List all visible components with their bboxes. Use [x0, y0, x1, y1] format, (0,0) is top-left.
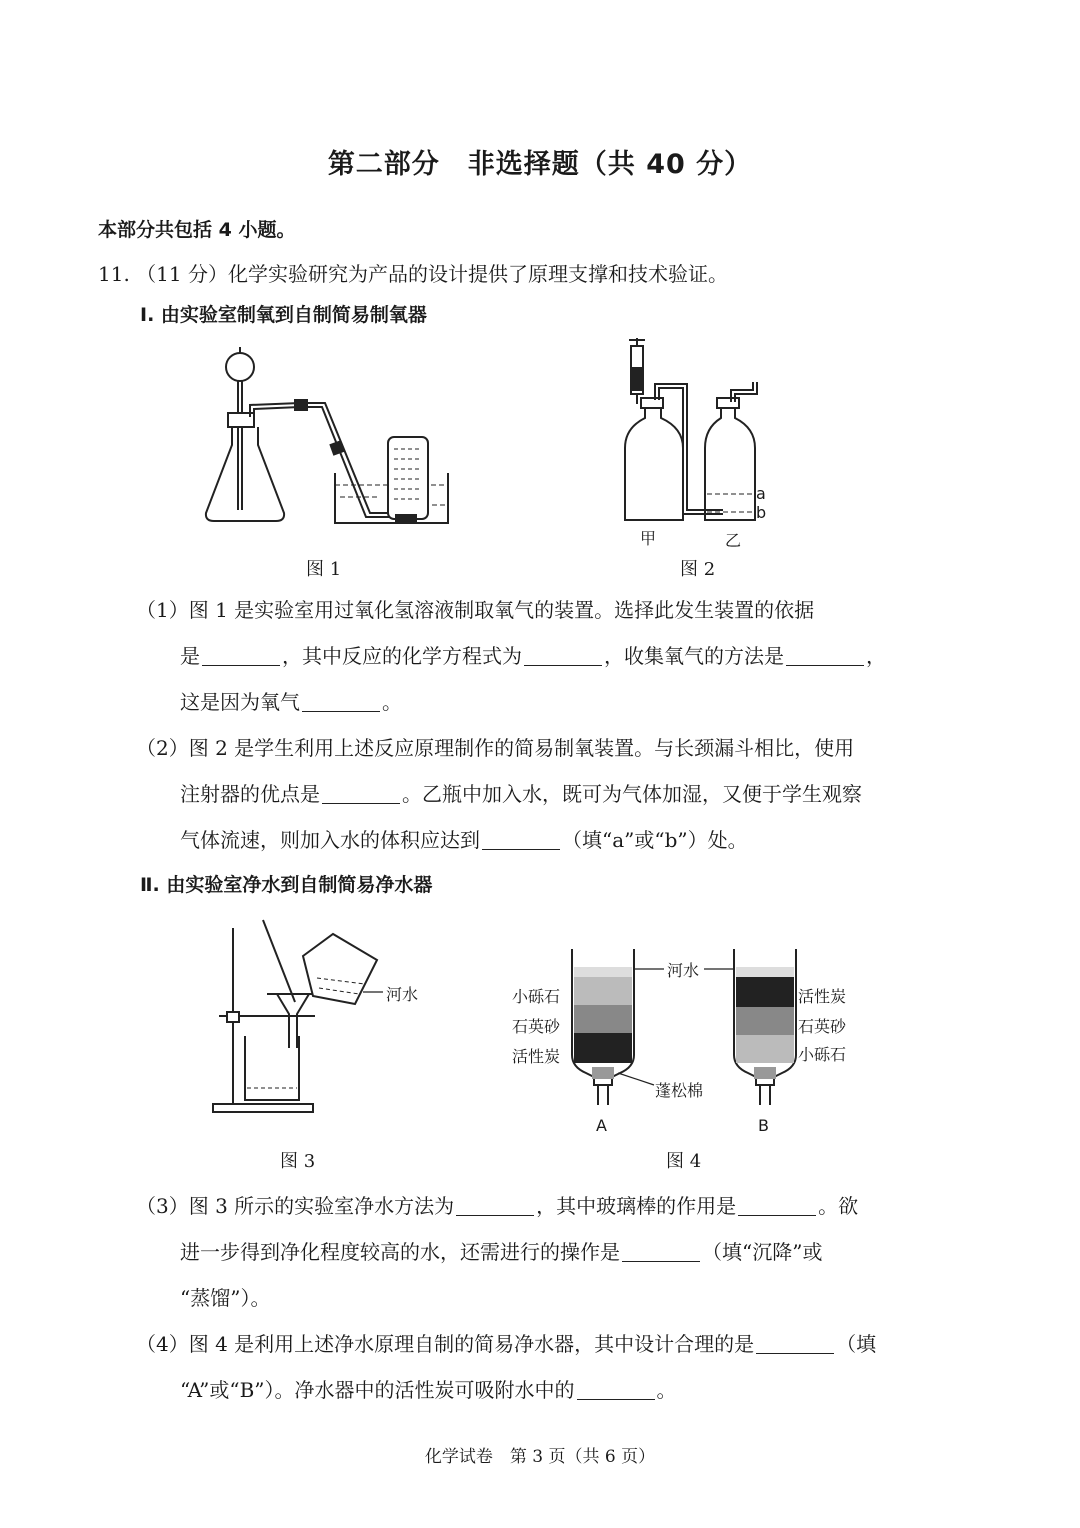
fig4-label-river: 河水 — [667, 961, 700, 980]
fig4-label-cotton: 蓬松棉 — [655, 1081, 704, 1100]
q4-line-1: （4）图 4 是利用上述净水原理自制的简易净水器，其中设计合理的是 （填 — [136, 1332, 877, 1356]
fig2-label-yi: 乙 — [725, 531, 742, 550]
answer-blank[interactable] — [482, 829, 560, 850]
part-intro: 本部分共包括 4 小题。 — [98, 219, 296, 241]
figure-3-diagram — [205, 918, 385, 1118]
fig4-label-a-gravel: 小砾石 — [512, 987, 561, 1006]
q1-line-3: 这是因为氧气 。 — [180, 690, 402, 714]
q3-line-3: “蒸馏”）。 — [180, 1286, 271, 1310]
fig4-label-b-carbon: 活性炭 — [798, 987, 847, 1006]
figure-4-caption: 图 4 — [666, 1151, 702, 1172]
q1-line-1: （1）图 1 是实验室用过氧化氢溶液制取氧气的装置。选择此发生装置的依据 — [136, 598, 815, 622]
answer-blank[interactable] — [322, 783, 400, 804]
q2-line-1: （2）图 2 是学生利用上述反应原理制作的简易制氧装置。与长颈漏斗相比，使用 — [136, 736, 855, 760]
figure-1-diagram — [200, 345, 460, 535]
answer-blank[interactable] — [756, 1333, 834, 1354]
figure-1-caption: 图 1 — [306, 559, 342, 580]
fig4-label-b-gravel: 小砾石 — [798, 1045, 847, 1064]
fig4-label-B: B — [758, 1116, 769, 1135]
part-title: 第二部分 非选择题（共 40 分） — [327, 149, 753, 180]
figure-2-diagram — [615, 338, 775, 538]
q3-line-2: 进一步得到净化程度较高的水，还需进行的操作是 （填“沉降”或 — [180, 1240, 823, 1264]
section-heading-2: Ⅱ. 由实验室净水到自制简易净水器 — [140, 874, 433, 896]
fig4-label-a-carbon: 活性炭 — [512, 1047, 561, 1066]
answer-blank[interactable] — [786, 645, 864, 666]
fig2-label-jia: 甲 — [640, 529, 657, 548]
page-footer: 化学试卷 第 3 页（共 6 页） — [424, 1447, 656, 1467]
section-heading-1: Ⅰ. 由实验室制氧到自制简易制氧器 — [140, 304, 427, 326]
fig2-label-a: a — [756, 484, 766, 503]
answer-blank[interactable] — [622, 1241, 700, 1262]
fig3-label-river: 河水 — [386, 985, 419, 1004]
fig4-label-b-sand: 石英砂 — [798, 1017, 847, 1036]
answer-blank[interactable] — [302, 691, 380, 712]
answer-blank[interactable] — [202, 645, 280, 666]
q2-line-3: 气体流速，则加入水的体积应达到 （填“a”或“b”）处。 — [180, 828, 748, 852]
figure-3-caption: 图 3 — [280, 1151, 316, 1172]
figure-2-caption: 图 2 — [680, 559, 716, 580]
answer-blank[interactable] — [577, 1379, 655, 1400]
fig2-label-b: b — [756, 503, 767, 522]
answer-blank[interactable] — [456, 1195, 534, 1216]
question-stem: 11. （11 分）化学实验研究为产品的设计提供了原理支撑和技术验证。 — [98, 262, 728, 286]
q2-line-2: 注射器的优点是 。乙瓶中加入水，既可为气体加湿，又便于学生观察 — [180, 782, 862, 806]
q4-line-2: “A”或“B”）。净水器中的活性炭可吸附水中的 。 — [180, 1378, 677, 1402]
answer-blank[interactable] — [524, 645, 602, 666]
answer-blank[interactable] — [738, 1195, 816, 1216]
fig4-label-a-sand: 石英砂 — [512, 1017, 561, 1036]
q1-line-2: 是 ，其中反应的化学方程式为 ，收集氧气的方法是 ， — [180, 644, 886, 668]
fig4-label-A: A — [596, 1116, 607, 1135]
q3-line-1: （3）图 3 所示的实验室净水方法为 ，其中玻璃棒的作用是 。欲 — [136, 1194, 859, 1218]
